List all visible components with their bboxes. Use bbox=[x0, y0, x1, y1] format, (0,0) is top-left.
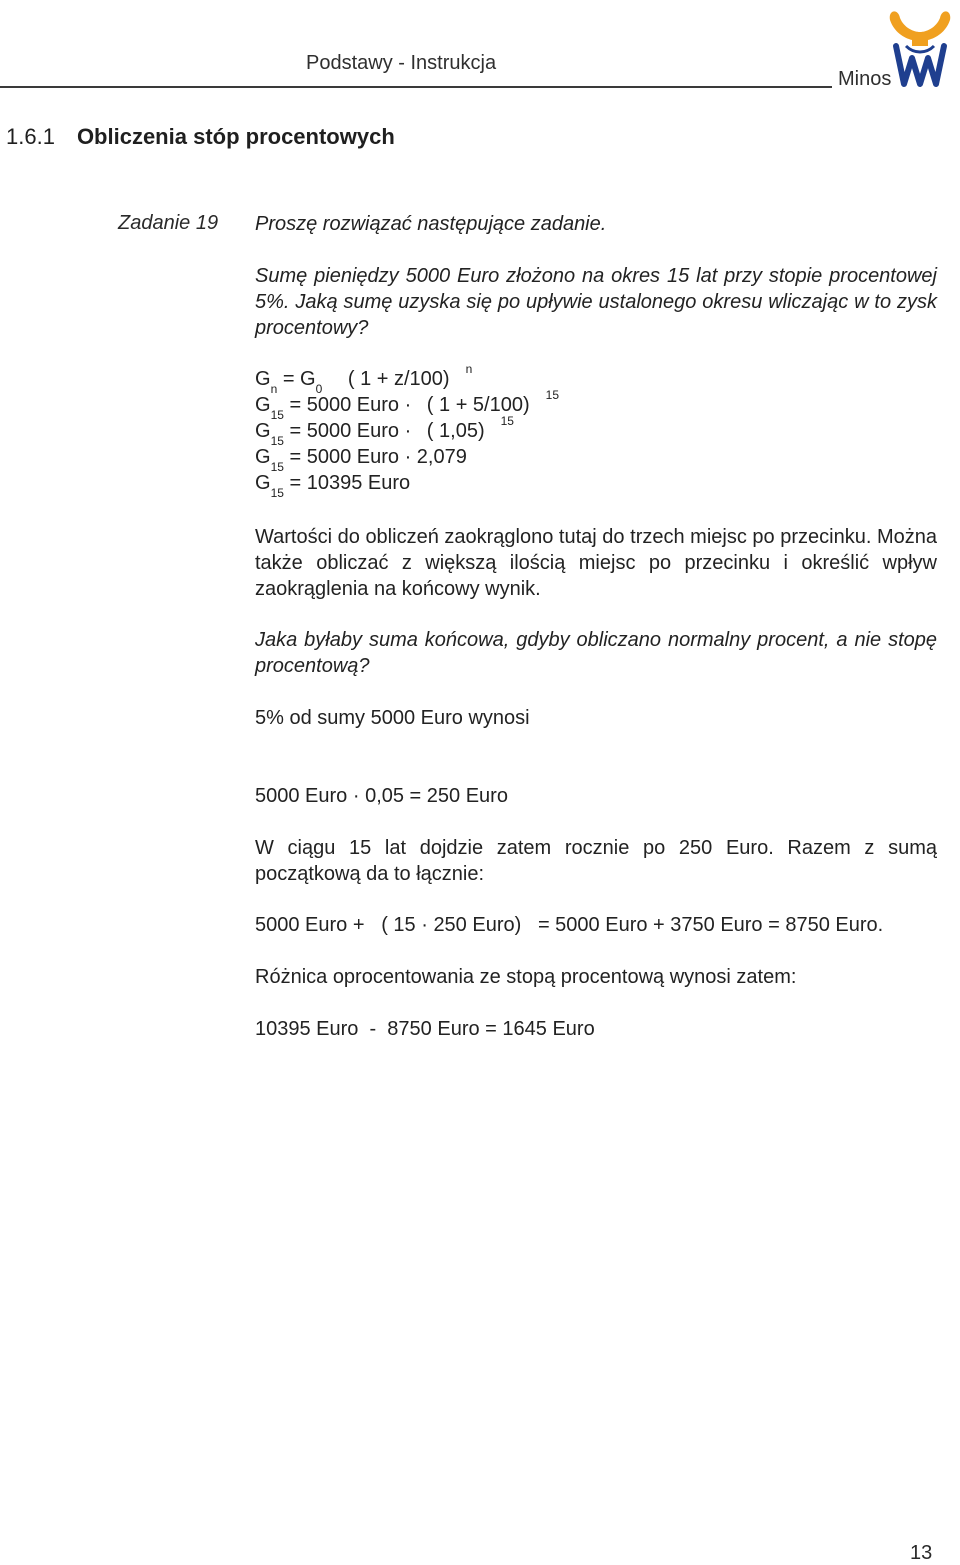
section-number: 1.6.1 bbox=[6, 124, 55, 149]
simple-interest-intro: 5% od sumy 5000 Euro wynosi bbox=[255, 707, 530, 729]
formula-line: $G_{15} = 10395$ Euro bbox=[255, 472, 411, 500]
bull-head-logo-icon bbox=[884, 6, 956, 92]
task-instruction: Proszę rozwiązać następujące zadanie. bbox=[255, 213, 607, 235]
section-title: Obliczenia stóp procentowych bbox=[76, 124, 395, 149]
section-heading bbox=[6, 124, 395, 150]
simple-interest-calc: 5000 Euro · 0,05 = 250 Euro bbox=[255, 785, 508, 807]
formula-line: $G_{15} = 5000$ Euro · ( 1,05) $^{15}$ bbox=[255, 414, 514, 448]
formula-line: $G_n = G_0$ ( 1 + z/100) $^n$ bbox=[255, 362, 473, 396]
page-number: 13 bbox=[910, 1542, 933, 1564]
formula-line: $G_{15} = 5000$ Euro · ( 1 + 5/100) $^{15}$ bbox=[255, 388, 559, 422]
header-title: Podstawy - Instrukcja bbox=[306, 52, 497, 74]
years-text: W ciągu 15 lat dojdzie zatem rocznie po 250 Euro. Razem z sumą początkową da to łącznie: bbox=[255, 837, 937, 885]
total-calc: 5000 Euro + ( 15 · 250 Euro) = 5000 Euro + 3750 Euro = 8750 Euro. bbox=[255, 914, 884, 936]
problem-text: Sumę pieniędzy 5000 Euro złożono na okres 15 lat przy stopie procentowej 5%. Jaką sumę uzyska się po upływie ustalonego okresu wliczając w to zysk procentowy? bbox=[255, 265, 937, 339]
formula-line: $G_{15} = 5000$ Euro · 2,079 bbox=[255, 446, 467, 474]
difference-intro: Różnica oprocentowania ze stopą procentową wynosi zatem: bbox=[255, 966, 797, 988]
question-2: Jaka byłaby suma końcowa, gdyby obliczano normalny procent, a nie stopę procentową? bbox=[255, 629, 937, 677]
header-brand: Minos bbox=[838, 68, 892, 90]
task-label: Zadanie 19 bbox=[118, 212, 219, 234]
rounding-note: Wartości do obliczeń zaokrąglono tutaj do trzech miejsc po przecinku. Można także obliczać z większą ilością miejsc po przecinku i określić wpływ zaokrąglenia na końcowy wynik. bbox=[255, 526, 937, 600]
difference-calc: 10395 Euro - 8750 Euro = 1645 Euro bbox=[255, 1018, 595, 1040]
header-divider bbox=[0, 86, 832, 88]
